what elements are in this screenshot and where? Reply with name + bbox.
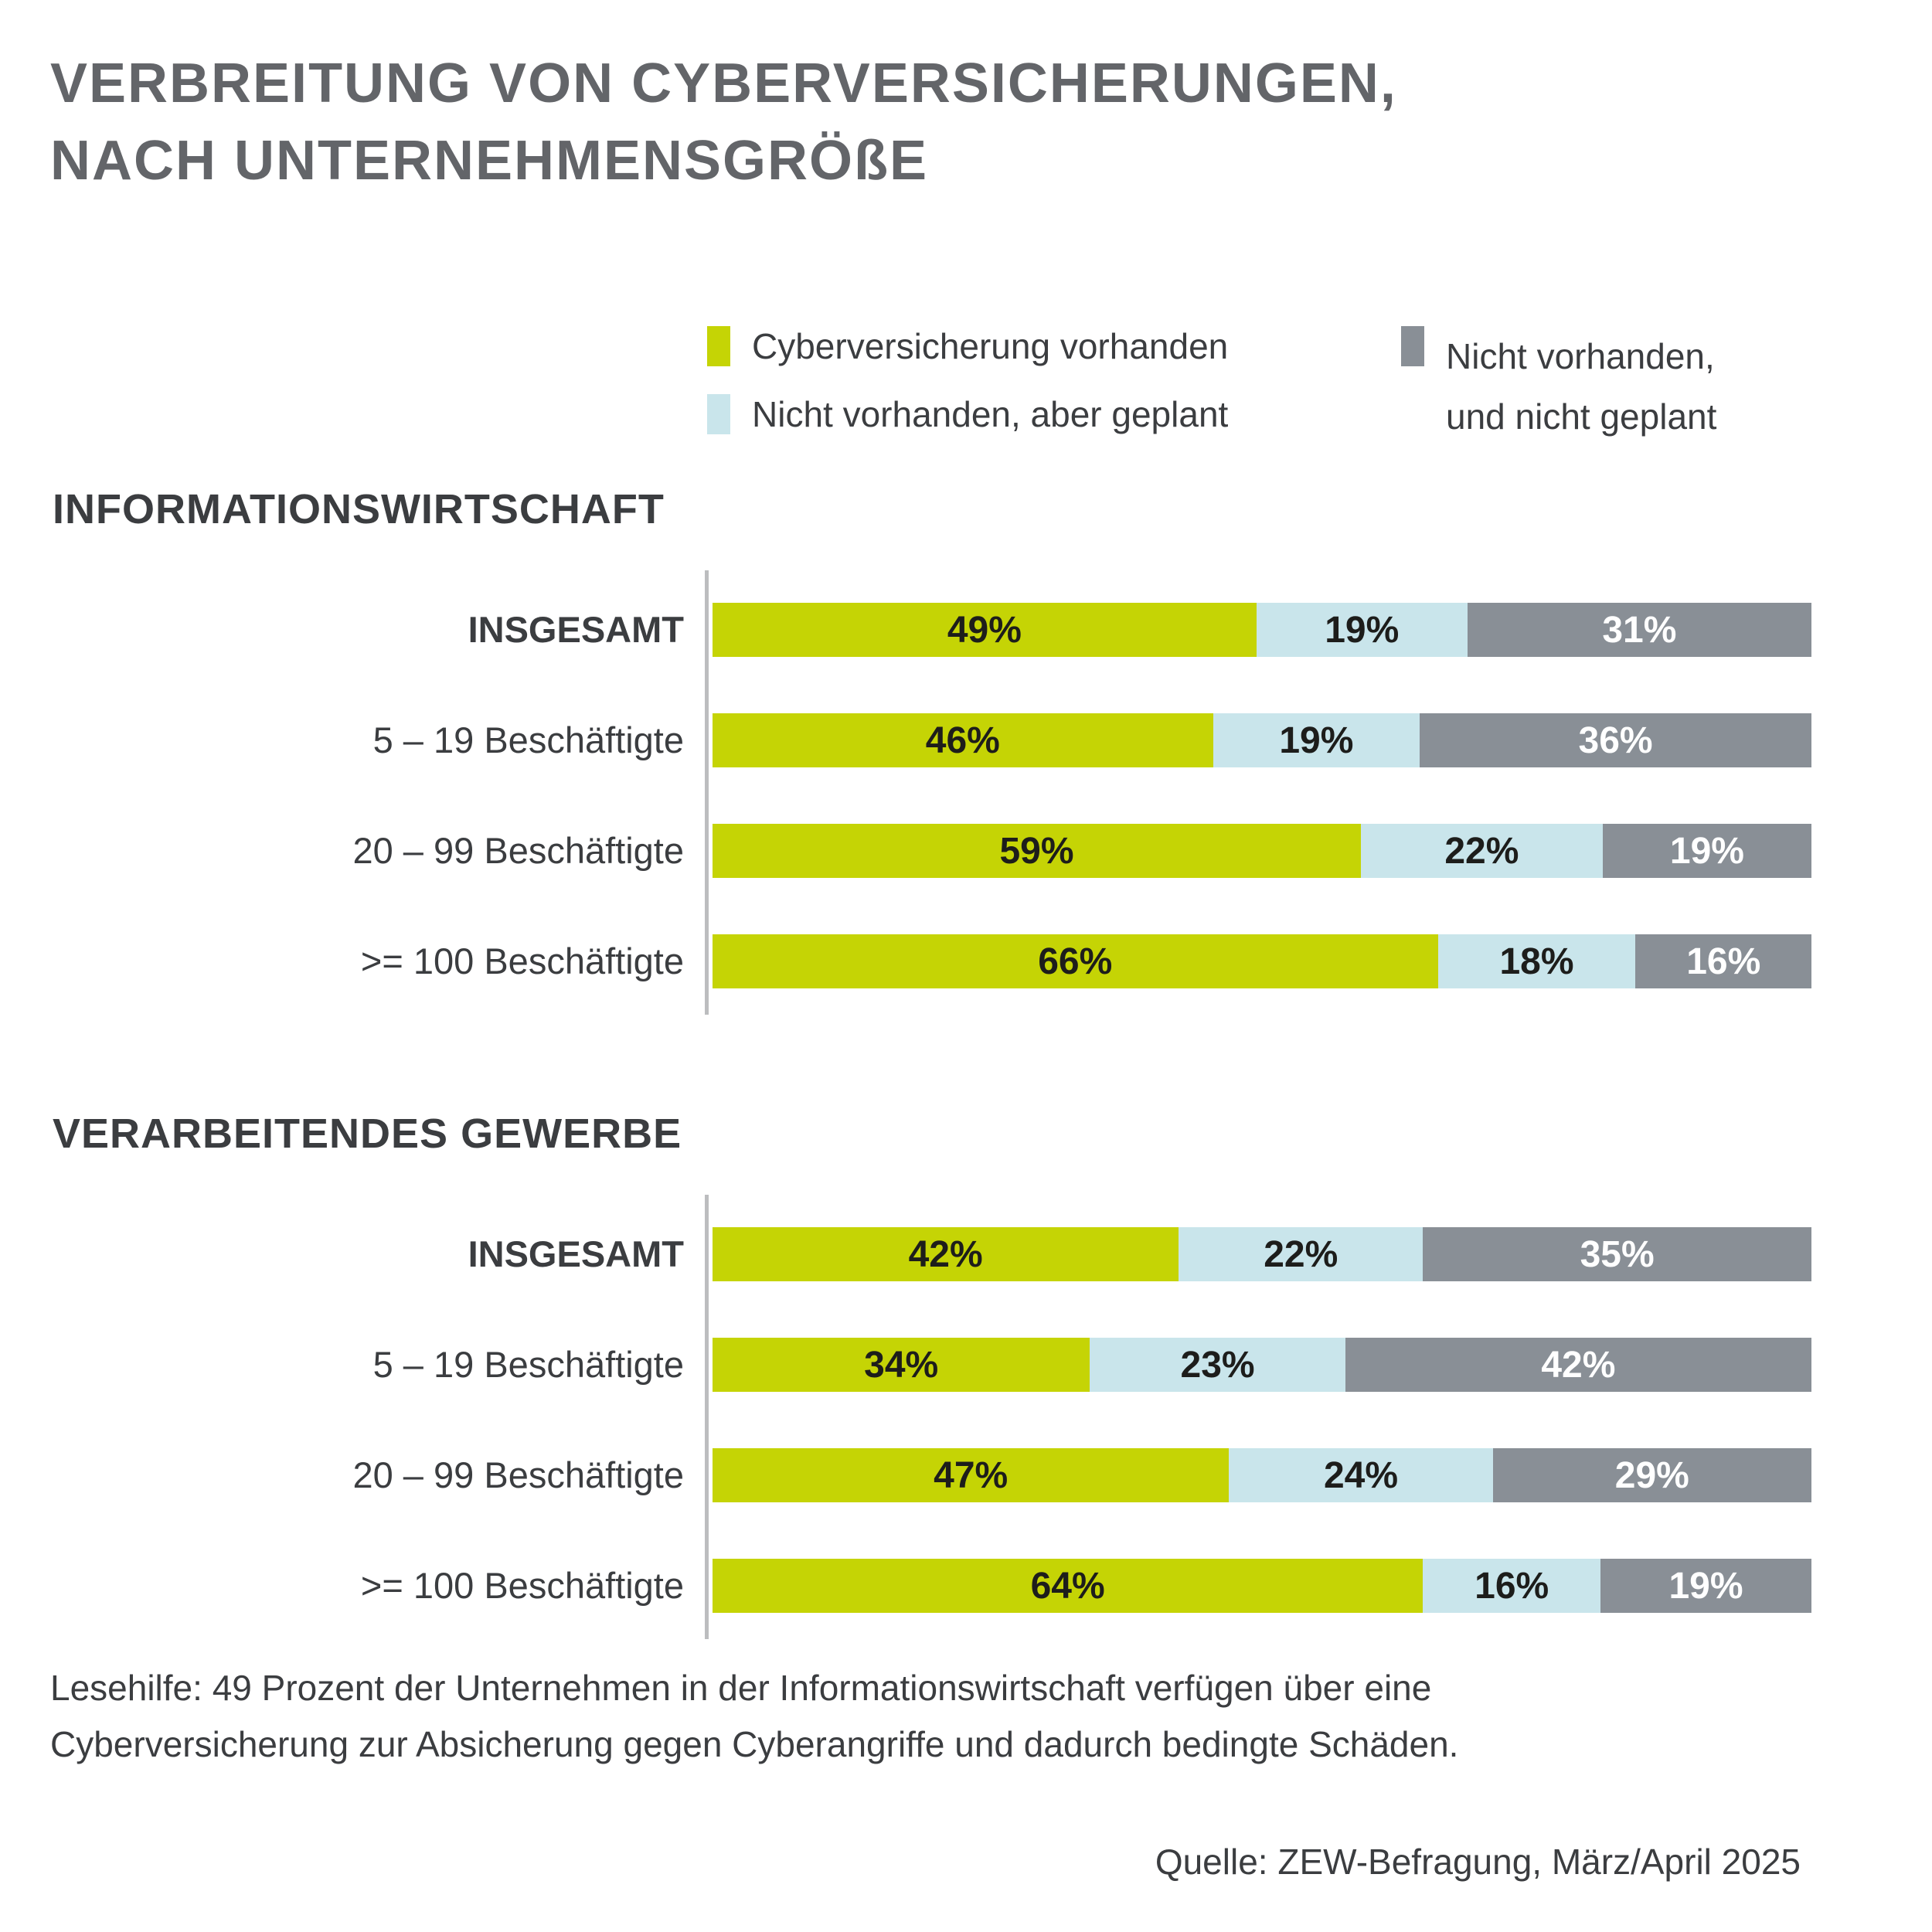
- bar-segment: 29%: [1493, 1448, 1811, 1502]
- bar-segment: 64%: [713, 1559, 1423, 1613]
- bar-segment: 24%: [1229, 1448, 1492, 1502]
- stacked-bar-chart: [0, 570, 1932, 1015]
- stacked-bar: [713, 934, 1811, 988]
- chart-row: [0, 1227, 1811, 1281]
- bar-segment: 22%: [1361, 824, 1603, 878]
- legend-swatch-green: [707, 326, 730, 366]
- bar-segment: 46%: [713, 713, 1213, 767]
- bar-segment: 22%: [1179, 1227, 1423, 1281]
- legend-item-geplant: [707, 394, 1228, 434]
- bar-segment: 59%: [713, 824, 1361, 878]
- legend-label: Nicht vorhanden, aber geplant: [752, 394, 1229, 434]
- reading-help-line2: Cyberversicherung zur Absicherung gegen Cyberangriffe und dadurch bedingte Schäden.: [50, 1724, 1459, 1764]
- stacked-bar: [713, 603, 1811, 657]
- row-label: 20 – 99 Beschäftigte: [352, 830, 684, 871]
- legend-label-line1: Nicht vorhanden,: [1446, 336, 1715, 376]
- stacked-bar: [713, 1227, 1811, 1281]
- section-verarbeitendes-gewerbe: [0, 1110, 1932, 1639]
- row-label: 5 – 19 Beschäftigte: [372, 719, 684, 760]
- row-label: 5 – 19 Beschäftigte: [372, 1344, 684, 1385]
- chart-row: [0, 603, 1811, 657]
- chart-row: [0, 1559, 1811, 1613]
- bar-segment: 23%: [1090, 1338, 1345, 1392]
- reading-help-line1: Lesehilfe: 49 Prozent der Unternehmen in der Informationswirtschaft verfügen über eine: [50, 1668, 1432, 1708]
- chart-row: [0, 934, 1811, 988]
- stacked-bar: [713, 824, 1811, 878]
- bar-segment: 36%: [1420, 713, 1811, 767]
- legend-swatch-gray: [1401, 326, 1424, 366]
- chart-row: [0, 824, 1811, 878]
- bar-segment: 19%: [1600, 1559, 1811, 1613]
- bar-segment: 19%: [1213, 713, 1420, 767]
- legend-label: Cyberversicherung vorhanden: [752, 326, 1229, 366]
- chart-row: [0, 1448, 1811, 1502]
- bar-segment: 42%: [1345, 1338, 1811, 1392]
- bar-segment: 47%: [713, 1448, 1229, 1502]
- row-label: >= 100 Beschäftigte: [360, 940, 684, 981]
- legend-label: [1446, 326, 1716, 447]
- bar-segment: 19%: [1603, 824, 1811, 878]
- bar-segment: 16%: [1635, 934, 1811, 988]
- reading-help-note: [50, 1660, 1874, 1773]
- row-label: INSGESAMT: [468, 609, 684, 650]
- chart-title: [50, 45, 1397, 199]
- bar-segment: 16%: [1423, 1559, 1600, 1613]
- section-informationswirtschaft: [0, 485, 1932, 1015]
- stacked-bar: [713, 713, 1811, 767]
- row-label: 20 – 99 Beschäftigte: [352, 1454, 684, 1495]
- bar-segment: 34%: [713, 1338, 1090, 1392]
- chart-row: [0, 713, 1811, 767]
- bar-segment: 31%: [1468, 603, 1811, 657]
- stacked-bar: [713, 1338, 1811, 1392]
- chart-title-line2: NACH UNTERNEHMENSGRÖßE: [50, 130, 929, 192]
- legend-item-vorhanden: [707, 326, 1228, 366]
- source-note: Quelle: ZEW-Befragung, März/April 2025: [1155, 1842, 1801, 1882]
- chart-row: [0, 1338, 1811, 1392]
- stacked-bar: [713, 1559, 1811, 1613]
- bar-segment: 49%: [713, 603, 1257, 657]
- section-header: INFORMATIONSWIRTSCHAFT: [53, 486, 665, 532]
- bar-segment: 66%: [713, 934, 1438, 988]
- legend-label-line2: und nicht geplant: [1446, 396, 1717, 437]
- bar-segment: 19%: [1257, 603, 1468, 657]
- legend-item-nicht-geplant: [1401, 326, 1716, 447]
- stacked-bar: [713, 1448, 1811, 1502]
- stacked-bar-chart: [0, 1195, 1932, 1639]
- chart-title-line1: VERBREITUNG VON CYBERVERSICHERUNGEN,: [50, 53, 1397, 114]
- bar-segment: 42%: [713, 1227, 1179, 1281]
- section-header: VERARBEITENDES GEWERBE: [53, 1111, 682, 1157]
- row-label: INSGESAMT: [468, 1233, 684, 1274]
- bar-segment: 35%: [1423, 1227, 1811, 1281]
- row-label: >= 100 Beschäftigte: [360, 1565, 684, 1606]
- bar-segment: 18%: [1438, 934, 1636, 988]
- legend-swatch-lightblue: [707, 394, 730, 434]
